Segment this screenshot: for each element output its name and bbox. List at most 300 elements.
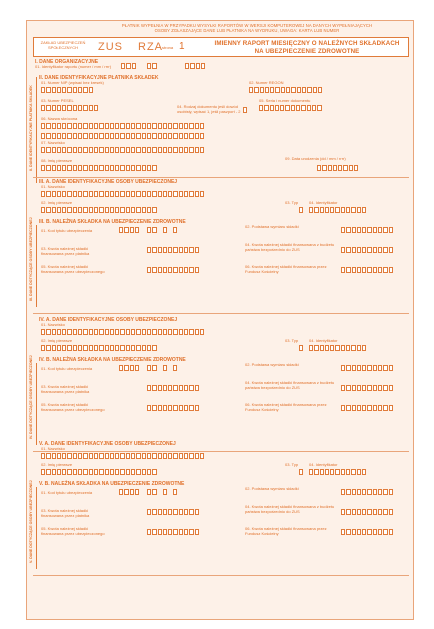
entry-box[interactable] — [57, 469, 61, 475]
entry-box[interactable] — [373, 227, 377, 233]
entry-box[interactable] — [318, 87, 322, 93]
entry-box[interactable] — [158, 123, 162, 129]
entry-box[interactable] — [168, 453, 172, 459]
entry-box[interactable] — [147, 329, 151, 335]
entry-box[interactable] — [286, 87, 290, 93]
block-3-first-name-boxes[interactable] — [41, 207, 157, 213]
entry-box[interactable] — [314, 469, 318, 475]
entry-box[interactable] — [67, 345, 71, 351]
entry-box[interactable] — [179, 453, 183, 459]
entry-box[interactable] — [362, 207, 366, 213]
entry-box[interactable] — [373, 529, 377, 535]
entry-box[interactable] — [147, 345, 151, 351]
entry-box[interactable] — [120, 453, 124, 459]
entry-box[interactable] — [120, 133, 124, 139]
entry-box[interactable] — [341, 345, 345, 351]
entry-box[interactable] — [243, 107, 247, 113]
block-4-first-name-boxes[interactable] — [41, 345, 157, 351]
entry-box[interactable] — [126, 329, 130, 335]
entry-box[interactable] — [362, 345, 366, 351]
entry-box[interactable] — [131, 191, 135, 197]
entry-box[interactable] — [352, 247, 356, 253]
entry-box[interactable] — [78, 469, 82, 475]
entry-box[interactable] — [163, 453, 167, 459]
entry-box[interactable] — [351, 469, 355, 475]
entry-box[interactable] — [110, 453, 114, 459]
entry-box[interactable] — [185, 63, 189, 69]
entry-box[interactable] — [309, 469, 313, 475]
entry-box[interactable] — [126, 469, 130, 475]
entry-box[interactable] — [78, 165, 82, 171]
entry-box[interactable] — [357, 385, 361, 391]
entry-box[interactable] — [152, 329, 156, 335]
entry-box[interactable] — [83, 133, 87, 139]
entry-box[interactable] — [152, 509, 156, 515]
block-5-ident-boxes[interactable] — [309, 469, 366, 475]
entry-box[interactable] — [317, 105, 321, 111]
entry-box[interactable] — [163, 529, 167, 535]
entry-box[interactable] — [73, 147, 77, 153]
block-5-code-boxes-1[interactable] — [119, 489, 139, 495]
entry-box[interactable] — [270, 105, 274, 111]
entry-box[interactable] — [131, 345, 135, 351]
entry-box[interactable] — [142, 191, 146, 197]
entry-box[interactable] — [120, 147, 124, 153]
entry-box[interactable] — [147, 453, 151, 459]
entry-box[interactable] — [362, 247, 366, 253]
entry-box[interactable] — [136, 147, 140, 153]
entry-box[interactable] — [126, 133, 130, 139]
entry-box[interactable] — [147, 123, 151, 129]
entry-box[interactable] — [309, 345, 313, 351]
entry-box[interactable] — [367, 529, 371, 535]
block-5-code-boxes-4[interactable] — [173, 489, 177, 495]
entry-box[interactable] — [357, 529, 361, 535]
entry-box[interactable] — [99, 207, 103, 213]
entry-box[interactable] — [89, 123, 93, 129]
block-5-insured-boxes[interactable] — [147, 529, 199, 535]
entry-box[interactable] — [163, 191, 167, 197]
entry-box[interactable] — [110, 133, 114, 139]
entry-box[interactable] — [357, 489, 361, 495]
entry-box[interactable] — [270, 87, 274, 93]
entry-box[interactable] — [184, 247, 188, 253]
entry-box[interactable] — [105, 469, 109, 475]
entry-box[interactable] — [281, 87, 285, 93]
entry-box[interactable] — [378, 509, 382, 515]
entry-box[interactable] — [330, 207, 334, 213]
entry-box[interactable] — [383, 247, 387, 253]
entry-box[interactable] — [335, 345, 339, 351]
entry-box[interactable] — [152, 227, 156, 233]
entry-box[interactable] — [373, 489, 377, 495]
entry-box[interactable] — [89, 133, 93, 139]
entry-box[interactable] — [357, 509, 361, 515]
entry-box[interactable] — [200, 147, 204, 153]
entry-box[interactable] — [367, 365, 371, 371]
block-5-fund-boxes[interactable] — [341, 529, 393, 535]
entry-box[interactable] — [120, 329, 124, 335]
entry-box[interactable] — [362, 267, 366, 273]
entry-box[interactable] — [78, 105, 82, 111]
entry-box[interactable] — [78, 87, 82, 93]
entry-box[interactable] — [346, 385, 350, 391]
entry-box[interactable] — [78, 123, 82, 129]
short-name-boxes-2[interactable] — [41, 133, 204, 139]
entry-box[interactable] — [78, 345, 82, 351]
entry-box[interactable] — [189, 247, 193, 253]
entry-box[interactable] — [94, 105, 98, 111]
entry-box[interactable] — [173, 147, 177, 153]
entry-box[interactable] — [173, 133, 177, 139]
block-4-code-boxes-1[interactable] — [119, 365, 139, 371]
entry-box[interactable] — [142, 123, 146, 129]
entry-box[interactable] — [105, 345, 109, 351]
entry-box[interactable] — [195, 405, 199, 411]
entry-box[interactable] — [357, 227, 361, 233]
entry-box[interactable] — [195, 267, 199, 273]
entry-box[interactable] — [189, 191, 193, 197]
entry-box[interactable] — [158, 133, 162, 139]
entry-box[interactable] — [317, 165, 321, 171]
entry-box[interactable] — [349, 165, 353, 171]
entry-box[interactable] — [168, 385, 172, 391]
entry-box[interactable] — [335, 469, 339, 475]
entry-box[interactable] — [201, 63, 205, 69]
report-month-boxes[interactable] — [147, 63, 157, 69]
entry-box[interactable] — [173, 191, 177, 197]
entry-box[interactable] — [135, 365, 139, 371]
entry-box[interactable] — [62, 133, 66, 139]
entry-box[interactable] — [378, 365, 382, 371]
entry-box[interactable] — [83, 87, 87, 93]
entry-box[interactable] — [184, 509, 188, 515]
entry-box[interactable] — [346, 469, 350, 475]
entry-box[interactable] — [46, 165, 50, 171]
entry-box[interactable] — [110, 345, 114, 351]
entry-box[interactable] — [126, 123, 130, 129]
entry-box[interactable] — [73, 87, 77, 93]
entry-box[interactable] — [130, 489, 134, 495]
entry-box[interactable] — [115, 469, 119, 475]
block-3-type-box[interactable] — [299, 207, 303, 213]
entry-box[interactable] — [131, 329, 135, 335]
entry-box[interactable] — [299, 207, 303, 213]
entry-box[interactable] — [136, 345, 140, 351]
entry-box[interactable] — [83, 123, 87, 129]
entry-box[interactable] — [136, 165, 140, 171]
entry-box[interactable] — [362, 469, 366, 475]
entry-box[interactable] — [173, 529, 177, 535]
entry-box[interactable] — [383, 509, 387, 515]
entry-box[interactable] — [362, 227, 366, 233]
entry-box[interactable] — [89, 329, 93, 335]
entry-box[interactable] — [131, 123, 135, 129]
entry-box[interactable] — [354, 165, 358, 171]
entry-box[interactable] — [126, 147, 130, 153]
entry-box[interactable] — [67, 147, 71, 153]
entry-box[interactable] — [99, 133, 103, 139]
entry-box[interactable] — [57, 133, 61, 139]
entry-box[interactable] — [67, 453, 71, 459]
entry-box[interactable] — [341, 469, 345, 475]
entry-box[interactable] — [341, 529, 345, 535]
entry-box[interactable] — [378, 267, 382, 273]
entry-box[interactable] — [189, 385, 193, 391]
entry-box[interactable] — [41, 453, 45, 459]
entry-box[interactable] — [115, 165, 119, 171]
entry-box[interactable] — [173, 247, 177, 253]
entry-box[interactable] — [105, 133, 109, 139]
entry-box[interactable] — [341, 267, 345, 273]
entry-box[interactable] — [120, 191, 124, 197]
regon-boxes[interactable] — [249, 87, 322, 93]
entry-box[interactable] — [378, 385, 382, 391]
entry-box[interactable] — [179, 123, 183, 129]
entry-box[interactable] — [291, 87, 295, 93]
entry-box[interactable] — [115, 133, 119, 139]
entry-box[interactable] — [179, 191, 183, 197]
entry-box[interactable] — [200, 453, 204, 459]
block-3-surname-boxes[interactable] — [41, 191, 204, 197]
entry-box[interactable] — [362, 509, 366, 515]
entry-box[interactable] — [335, 207, 339, 213]
entry-box[interactable] — [147, 147, 151, 153]
entry-box[interactable] — [46, 133, 50, 139]
entry-box[interactable] — [352, 405, 356, 411]
entry-box[interactable] — [280, 105, 284, 111]
entry-box[interactable] — [136, 207, 140, 213]
entry-box[interactable] — [325, 469, 329, 475]
entry-box[interactable] — [184, 123, 188, 129]
entry-box[interactable] — [83, 207, 87, 213]
entry-box[interactable] — [179, 147, 183, 153]
entry-box[interactable] — [357, 469, 361, 475]
entry-box[interactable] — [41, 87, 45, 93]
entry-box[interactable] — [341, 247, 345, 253]
entry-box[interactable] — [89, 469, 93, 475]
entry-box[interactable] — [195, 191, 199, 197]
block-3-base-boxes[interactable] — [341, 227, 393, 233]
entry-box[interactable] — [115, 345, 119, 351]
entry-box[interactable] — [173, 227, 177, 233]
entry-box[interactable] — [152, 365, 156, 371]
entry-box[interactable] — [52, 87, 56, 93]
block-5-budget-boxes[interactable] — [341, 509, 393, 515]
entry-box[interactable] — [285, 105, 289, 111]
entry-box[interactable] — [152, 63, 156, 69]
entry-box[interactable] — [41, 329, 45, 335]
entry-box[interactable] — [136, 453, 140, 459]
entry-box[interactable] — [389, 405, 393, 411]
entry-box[interactable] — [297, 87, 301, 93]
entry-box[interactable] — [99, 345, 103, 351]
entry-box[interactable] — [131, 207, 135, 213]
entry-box[interactable] — [105, 191, 109, 197]
entry-box[interactable] — [190, 63, 194, 69]
entry-box[interactable] — [135, 489, 139, 495]
entry-box[interactable] — [41, 147, 45, 153]
entry-box[interactable] — [367, 247, 371, 253]
entry-box[interactable] — [373, 405, 377, 411]
entry-box[interactable] — [307, 87, 311, 93]
entry-box[interactable] — [163, 509, 167, 515]
entry-box[interactable] — [195, 247, 199, 253]
block-4-code-boxes-2[interactable] — [147, 365, 157, 371]
entry-box[interactable] — [62, 87, 66, 93]
entry-box[interactable] — [195, 529, 199, 535]
entry-box[interactable] — [173, 123, 177, 129]
entry-box[interactable] — [57, 329, 61, 335]
entry-box[interactable] — [373, 267, 377, 273]
entry-box[interactable] — [330, 345, 334, 351]
entry-box[interactable] — [196, 63, 200, 69]
entry-box[interactable] — [46, 191, 50, 197]
entry-box[interactable] — [163, 489, 167, 495]
entry-box[interactable] — [147, 165, 151, 171]
entry-box[interactable] — [120, 207, 124, 213]
block-3-code-boxes-3[interactable] — [163, 227, 167, 233]
entry-box[interactable] — [320, 469, 324, 475]
entry-box[interactable] — [383, 385, 387, 391]
entry-box[interactable] — [351, 345, 355, 351]
entry-box[interactable] — [328, 165, 332, 171]
entry-box[interactable] — [136, 191, 140, 197]
entry-box[interactable] — [147, 529, 151, 535]
entry-box[interactable] — [173, 329, 177, 335]
entry-box[interactable] — [173, 489, 177, 495]
entry-box[interactable] — [362, 529, 366, 535]
entry-box[interactable] — [389, 227, 393, 233]
entry-box[interactable] — [136, 123, 140, 129]
entry-box[interactable] — [89, 453, 93, 459]
block-3-code-boxes-4[interactable] — [173, 227, 177, 233]
entry-box[interactable] — [99, 165, 103, 171]
entry-box[interactable] — [302, 87, 306, 93]
entry-box[interactable] — [126, 453, 130, 459]
entry-box[interactable] — [168, 267, 172, 273]
entry-box[interactable] — [52, 345, 56, 351]
entry-box[interactable] — [367, 385, 371, 391]
entry-box[interactable] — [189, 147, 193, 153]
block-4-payer-boxes[interactable] — [147, 385, 199, 391]
entry-box[interactable] — [131, 147, 135, 153]
entry-box[interactable] — [173, 267, 177, 273]
entry-box[interactable] — [152, 469, 156, 475]
entry-box[interactable] — [184, 405, 188, 411]
entry-box[interactable] — [78, 133, 82, 139]
entry-box[interactable] — [41, 191, 45, 197]
entry-box[interactable] — [362, 489, 366, 495]
entry-box[interactable] — [78, 191, 82, 197]
entry-box[interactable] — [131, 133, 135, 139]
entry-box[interactable] — [341, 365, 345, 371]
entry-box[interactable] — [126, 165, 130, 171]
entry-box[interactable] — [73, 123, 77, 129]
entry-box[interactable] — [119, 365, 123, 371]
entry-box[interactable] — [147, 509, 151, 515]
entry-box[interactable] — [89, 147, 93, 153]
entry-box[interactable] — [73, 165, 77, 171]
block-3-payer-boxes[interactable] — [147, 247, 199, 253]
entry-box[interactable] — [99, 147, 103, 153]
entry-box[interactable] — [168, 329, 172, 335]
entry-box[interactable] — [352, 529, 356, 535]
entry-box[interactable] — [94, 123, 98, 129]
entry-box[interactable] — [130, 365, 134, 371]
entry-box[interactable] — [46, 207, 50, 213]
entry-box[interactable] — [67, 191, 71, 197]
entry-box[interactable] — [52, 469, 56, 475]
entry-box[interactable] — [357, 345, 361, 351]
entry-box[interactable] — [357, 405, 361, 411]
entry-box[interactable] — [195, 509, 199, 515]
entry-box[interactable] — [110, 469, 114, 475]
entry-box[interactable] — [62, 207, 66, 213]
entry-box[interactable] — [94, 329, 98, 335]
entry-box[interactable] — [121, 63, 125, 69]
entry-box[interactable] — [189, 453, 193, 459]
entry-box[interactable] — [99, 453, 103, 459]
entry-box[interactable] — [352, 227, 356, 233]
entry-box[interactable] — [330, 469, 334, 475]
entry-box[interactable] — [152, 405, 156, 411]
entry-box[interactable] — [94, 191, 98, 197]
entry-box[interactable] — [57, 147, 61, 153]
entry-box[interactable] — [383, 267, 387, 273]
entry-box[interactable] — [158, 405, 162, 411]
entry-box[interactable] — [173, 509, 177, 515]
entry-box[interactable] — [73, 329, 77, 335]
entry-box[interactable] — [158, 247, 162, 253]
entry-box[interactable] — [307, 105, 311, 111]
entry-box[interactable] — [131, 469, 135, 475]
entry-box[interactable] — [163, 123, 167, 129]
block-4-surname-boxes[interactable] — [41, 329, 204, 335]
entry-box[interactable] — [343, 165, 347, 171]
entry-box[interactable] — [333, 165, 337, 171]
entry-box[interactable] — [357, 247, 361, 253]
entry-box[interactable] — [41, 123, 45, 129]
entry-box[interactable] — [147, 227, 151, 233]
entry-box[interactable] — [105, 165, 109, 171]
entry-box[interactable] — [57, 191, 61, 197]
entry-box[interactable] — [184, 453, 188, 459]
entry-box[interactable] — [346, 529, 350, 535]
entry-box[interactable] — [120, 345, 124, 351]
entry-box[interactable] — [147, 469, 151, 475]
entry-box[interactable] — [313, 87, 317, 93]
entry-box[interactable] — [120, 469, 124, 475]
entry-box[interactable] — [254, 87, 258, 93]
entry-box[interactable] — [115, 123, 119, 129]
entry-box[interactable] — [46, 345, 50, 351]
entry-box[interactable] — [105, 453, 109, 459]
block-3-fund-boxes[interactable] — [341, 267, 393, 273]
entry-box[interactable] — [78, 147, 82, 153]
block-4-type-box[interactable] — [299, 345, 303, 351]
block-4-fund-boxes[interactable] — [341, 405, 393, 411]
entry-box[interactable] — [163, 147, 167, 153]
entry-box[interactable] — [383, 489, 387, 495]
entry-box[interactable] — [119, 227, 123, 233]
entry-box[interactable] — [73, 191, 77, 197]
entry-box[interactable] — [367, 227, 371, 233]
entry-box[interactable] — [62, 453, 66, 459]
entry-box[interactable] — [184, 133, 188, 139]
entry-box[interactable] — [99, 191, 103, 197]
entry-box[interactable] — [158, 385, 162, 391]
